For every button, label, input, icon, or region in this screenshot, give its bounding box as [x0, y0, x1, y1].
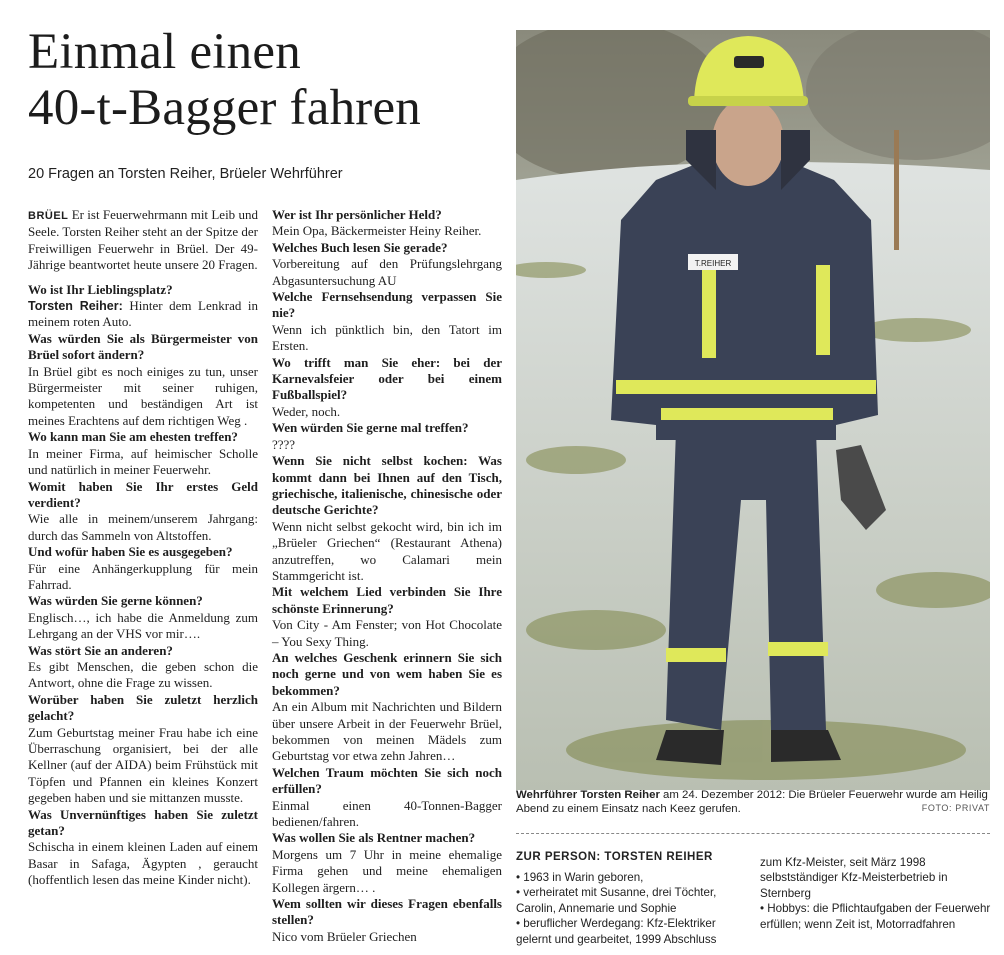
question: Was würden Sie als Bürgermeister von Brüel sofort ändern?	[28, 330, 258, 363]
person-box-column-1	[516, 870, 742, 947]
question: Mit welchem Lied verbinden Sie Ihre schönste Erinnerung?	[272, 584, 502, 616]
headline-line-2: 40-t-Bagger fahren	[28, 80, 421, 136]
question: Welche Fernsehsendung verpassen Sie nie?	[272, 289, 502, 321]
answer: Für eine Anhängerkupplung für mein Fahrrad.	[28, 560, 258, 592]
answer: Von City - Am Fenster; von Hot Chocolate – You Sexy Thing.	[272, 617, 502, 649]
question: Was Unvernünftiges haben Sie zuletzt getan?	[28, 806, 258, 839]
question: Wo trifft man Sie eher: bei der Karnevalsfeier oder bei einem Fußballspiel?	[272, 354, 502, 403]
answer: Einmal einen 40-Tonnen-Bagger bedienen/fahren.	[272, 797, 502, 830]
question: Worüber haben Sie zuletzt herzlich gelacht?	[28, 691, 258, 724]
name-tag: T.REIHER	[694, 259, 732, 268]
question: Was würden Sie gerne können?	[28, 593, 203, 609]
question: Wenn Sie nicht selbst kochen: Was kommt dann bei Ihnen auf den Tisch, griechische, italienische, chinesische oder deutsche Gerichte?	[272, 453, 502, 518]
photo-caption	[516, 789, 990, 816]
question: Wo ist Ihr Lieblingsplatz?	[28, 281, 173, 297]
headline	[28, 24, 508, 136]
person-fact: • verheiratet mit Susanne, drei Töchter, Carolin, Annemarie und Sophie	[516, 886, 717, 915]
speaker-label: Torsten Reiher:	[28, 299, 123, 314]
question: Wen würden Sie gerne mal treffen?	[272, 420, 469, 436]
article-column-2	[272, 207, 502, 945]
question: Welches Buch lesen Sie gerade?	[272, 239, 448, 255]
answer: Schischa in einem kleinen Laden auf einem Basar in Safaga, Ägypten , geraucht (hoffentlich lesen das meine Kinder nicht).	[28, 839, 258, 888]
divider	[516, 833, 990, 834]
person-fact: zum Kfz-Meister, seit März 1998 selbstständiger Kfz-Meisterbetrieb in Sternberg	[760, 856, 948, 900]
answer: Wenn nicht selbst gekocht wird, bin ich im „Brüeler Griechen“ (Restaurant Athena) anzutreffen, wo Calamari mein Stammgericht ist.	[272, 518, 502, 583]
answer: In meiner Firma, auf heimischer Scholle und natürlich in meiner Feuerwehr.	[28, 445, 258, 478]
caption-name: Wehrführer Torsten Reiher	[516, 789, 660, 801]
article-photo	[516, 30, 990, 790]
intro-paragraph	[28, 207, 258, 274]
intro-text: Er ist Feuerwehrmann mit Leib und Seele. Torsten Reiher steht an der Spitze der Freiwilligen Feuerwehr in Brüel. Der 49-Jährige beantwortet heute unsere 20 Fragen.	[28, 207, 258, 273]
question: Was wollen Sie als Rentner machen?	[272, 830, 476, 846]
question: Wo kann man Sie am ehesten treffen?	[28, 429, 238, 445]
question: Womit haben Sie Ihr erstes Geld verdient?	[28, 478, 258, 510]
answer: Nico vom Brüeler Griechen	[272, 928, 417, 944]
question: Und wofür haben Sie es ausgegeben?	[28, 544, 233, 560]
subheadline: 20 Fragen an Torsten Reiher, Brüeler Wehrführer	[28, 166, 343, 182]
firefighter-photo-illustration	[516, 30, 990, 790]
article-column-1	[28, 207, 258, 889]
person-fact: • beruflicher Werdegang: Kfz-Elektriker gelernt und gearbeitet, 1999 Abschluss	[516, 917, 717, 946]
photo-credit: FOTO: PRIVAT	[921, 803, 990, 813]
headline-line-1: Einmal einen	[28, 24, 301, 80]
caption-text: am 24. Dezember 2012: Die Brüeler Feuerwehr wurde am Heilig Abend zu einem Einsatz nach Keez gerufen.	[516, 789, 988, 815]
answer: In Brüel gibt es noch einiges zu tun, unser Bürgermeister mit seiner ruhigen, kompetenten und beständigen Art ist meines Erachtens auf dem richtigen Weg .	[28, 363, 258, 428]
answer: Es gibt Menschen, die geben schon die Antwort, ohne die Frage zu wissen.	[28, 658, 258, 691]
question: Welchen Traum möchten Sie sich noch erfüllen?	[272, 764, 502, 797]
answer: Vorbereitung auf den Prüfungslehrgang Abgasuntersuchung AU	[272, 256, 502, 288]
answer: Englisch…, ich habe die Anmeldung zum Lehrgang an der VHS vor mir….	[28, 609, 258, 642]
answer	[28, 298, 258, 331]
person-fact: • Hobbys: die Pflichtaufgaben der Feuerwehr erfüllen; wenn Zeit ist, Motorradfahren	[760, 902, 991, 931]
answer: An ein Album mit Nachrichten und Bildern über unsere Arbeit in der Feuerwehr Brüel, bekommen von meinen Mädels zum Geburtstag vor etwa zehn Jahren…	[272, 699, 502, 764]
person-box-column-2	[760, 855, 992, 932]
answer: Wie alle in meinem/unserem Jahrgang: durch das Sammeln von Altstoffen.	[28, 511, 258, 543]
answer: Wenn ich pünktlich bin, den Tatort im Ersten.	[272, 321, 502, 354]
question: Wer ist Ihr persönlicher Held?	[272, 207, 442, 222]
answer: Zum Geburtstag meiner Frau habe ich eine Überraschung organisiert, bei der alle Kellner (auf der AIDA) beim Frühstück mit Töpfen und Pfannen ein kleines Konzert gegeben haben und sie mittanzen musste.	[28, 724, 258, 806]
person-box-title: ZUR PERSON: TORSTEN REIHER	[516, 851, 713, 863]
answer: Weder, noch.	[272, 403, 341, 419]
answer: Mein Opa, Bäckermeister Heiny Reiher.	[272, 223, 482, 239]
question: Was stört Sie an anderen?	[28, 642, 173, 658]
question: Wem sollten wir dieses Fragen ebenfalls stellen?	[272, 896, 502, 928]
answer: ????	[272, 436, 296, 452]
question: An welches Geschenk erinnern Sie sich noch gerne und von wem haben Sie es bekommen?	[272, 649, 502, 698]
dateline: BRÜEL	[28, 210, 69, 222]
person-fact: • 1963 in Warin geboren,	[516, 871, 644, 884]
answer-text: Hinter dem Lenkrad in meinem roten Auto.	[28, 298, 259, 330]
answer: Morgens um 7 Uhr in meine ehemalige Firma gehen und meine ehemaligen Kollegen ärgern… .	[272, 846, 502, 895]
